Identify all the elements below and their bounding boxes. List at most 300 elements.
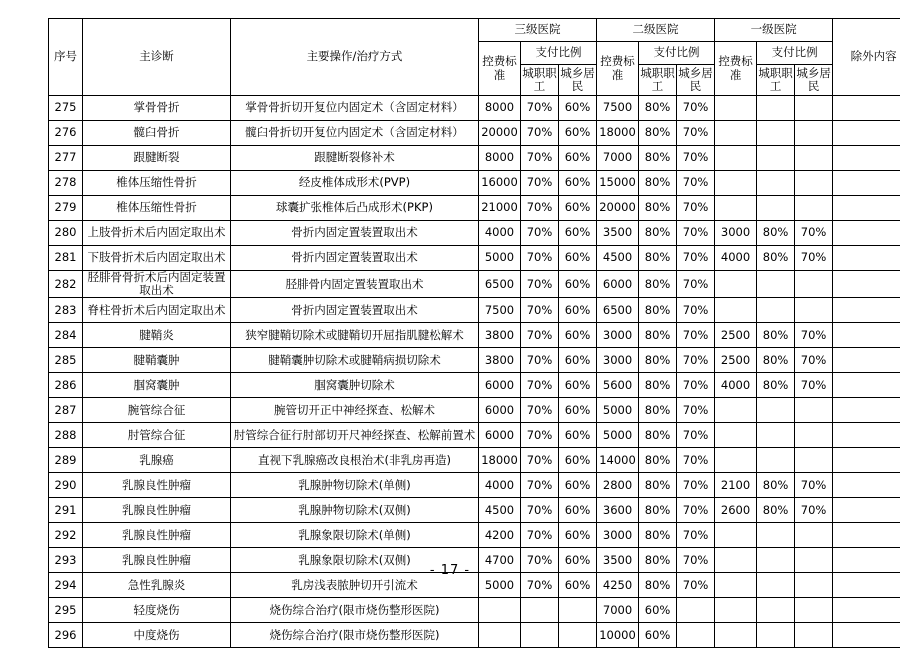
- cell-l2-fee: 3000: [597, 523, 639, 548]
- cell-l1-fee: [715, 196, 757, 221]
- cell-seq: 288: [49, 423, 83, 448]
- cell-seq: 289: [49, 448, 83, 473]
- cell-l2-resident: 70%: [677, 373, 715, 398]
- cell-l3-resident: 60%: [559, 298, 597, 323]
- cell-l3-resident: 60%: [559, 121, 597, 146]
- cell-l1-worker: 80%: [757, 373, 795, 398]
- cell-l3-resident: 60%: [559, 323, 597, 348]
- cell-l1-resident: [795, 271, 833, 298]
- cell-l1-fee: [715, 298, 757, 323]
- cell-l1-fee: [715, 398, 757, 423]
- cell-l2-fee: 3000: [597, 323, 639, 348]
- cell-l2-fee: 14000: [597, 448, 639, 473]
- cell-l2-fee: 20000: [597, 196, 639, 221]
- cell-l3-worker: 70%: [521, 373, 559, 398]
- cell-l1-resident: [795, 171, 833, 196]
- cell-seq: 292: [49, 523, 83, 548]
- cell-l2-fee: 4500: [597, 246, 639, 271]
- cell-procedure: 烧伤综合治疗(限市烧伤整形医院): [231, 598, 479, 623]
- table-row: [49, 348, 900, 373]
- cell-l1-worker: [757, 171, 795, 196]
- cell-l2-fee: 6000: [597, 271, 639, 298]
- cell-l1-worker: [757, 523, 795, 548]
- cell-exclusions: [833, 323, 900, 348]
- cell-l3-fee: 7500: [479, 298, 521, 323]
- cell-exclusions: [833, 246, 900, 271]
- cell-seq: 294: [49, 573, 83, 598]
- cell-l3-resident: 60%: [559, 473, 597, 498]
- header-l3-urban-rural-resident: 城乡居民: [559, 65, 597, 96]
- fee-standard-table: [48, 18, 900, 648]
- cell-exclusions: [833, 196, 900, 221]
- cell-procedure: 肘管综合征行肘部切开尺神经探查、松解前置术: [231, 423, 479, 448]
- cell-l1-resident: 70%: [795, 323, 833, 348]
- cell-l2-resident: 70%: [677, 96, 715, 121]
- cell-l2-resident: [677, 598, 715, 623]
- cell-l3-worker: 70%: [521, 348, 559, 373]
- cell-procedure: 髋臼骨折切开复位内固定术（含固定材料）: [231, 121, 479, 146]
- cell-l1-resident: [795, 146, 833, 171]
- cell-l3-resident: [559, 623, 597, 648]
- cell-seq: 290: [49, 473, 83, 498]
- table-row: [49, 298, 900, 323]
- header-l2-pay-ratio: 支付比例: [639, 42, 715, 65]
- cell-l2-resident: 70%: [677, 196, 715, 221]
- cell-l1-fee: [715, 423, 757, 448]
- cell-l1-resident: [795, 623, 833, 648]
- cell-l3-fee: [479, 623, 521, 648]
- cell-l3-resident: 60%: [559, 196, 597, 221]
- cell-l1-worker: 80%: [757, 323, 795, 348]
- cell-l2-fee: 18000: [597, 121, 639, 146]
- cell-l3-fee: 6000: [479, 398, 521, 423]
- cell-l1-worker: 80%: [757, 221, 795, 246]
- cell-l3-worker: 70%: [521, 221, 559, 246]
- cell-l1-worker: [757, 196, 795, 221]
- header-l1-urban-worker: 城职职工: [757, 65, 795, 96]
- cell-l3-resident: 60%: [559, 348, 597, 373]
- cell-l1-resident: 70%: [795, 473, 833, 498]
- cell-l2-resident: 70%: [677, 548, 715, 573]
- cell-procedure: 骨折内固定置装置取出术: [231, 246, 479, 271]
- cell-procedure: 跟腱断裂修补术: [231, 146, 479, 171]
- cell-l3-resident: 60%: [559, 448, 597, 473]
- cell-l2-fee: 15000: [597, 171, 639, 196]
- cell-l3-worker: 70%: [521, 473, 559, 498]
- cell-l3-worker: 70%: [521, 246, 559, 271]
- cell-exclusions: [833, 171, 900, 196]
- cell-procedure: 腘窝囊肿切除术: [231, 373, 479, 398]
- table-row: [49, 271, 900, 298]
- cell-l3-resident: 60%: [559, 573, 597, 598]
- header-hospital-level-1: 一级医院: [715, 19, 833, 42]
- cell-l1-worker: 80%: [757, 498, 795, 523]
- cell-exclusions: [833, 423, 900, 448]
- cell-l3-worker: 70%: [521, 323, 559, 348]
- cell-procedure: 乳腺肿物切除术(单侧): [231, 473, 479, 498]
- cell-l2-worker: 80%: [639, 323, 677, 348]
- table-row: [49, 96, 900, 121]
- cell-l2-resident: 70%: [677, 348, 715, 373]
- cell-l3-worker: 70%: [521, 548, 559, 573]
- cell-seq: 281: [49, 246, 83, 271]
- cell-l2-worker: 80%: [639, 348, 677, 373]
- cell-l1-fee: [715, 623, 757, 648]
- cell-diagnosis: 乳腺良性肿瘤: [83, 548, 231, 573]
- cell-l1-fee: [715, 171, 757, 196]
- header-l2-control-fee: 控费标准: [597, 42, 639, 96]
- cell-procedure: 乳腺象限切除术(双侧): [231, 548, 479, 573]
- cell-l2-worker: 80%: [639, 398, 677, 423]
- header-exclusions: 除外内容: [833, 19, 900, 96]
- cell-seq: 296: [49, 623, 83, 648]
- cell-l3-resident: 60%: [559, 398, 597, 423]
- cell-l3-resident: 60%: [559, 498, 597, 523]
- cell-l2-resident: [677, 623, 715, 648]
- header-l3-pay-ratio: 支付比例: [521, 42, 597, 65]
- cell-l3-worker: 70%: [521, 298, 559, 323]
- cell-l2-resident: 70%: [677, 121, 715, 146]
- cell-seq: 293: [49, 548, 83, 573]
- cell-l3-fee: 8000: [479, 146, 521, 171]
- cell-l2-resident: 70%: [677, 498, 715, 523]
- cell-l1-resident: 70%: [795, 246, 833, 271]
- cell-l1-fee: 4000: [715, 373, 757, 398]
- cell-l2-worker: 80%: [639, 548, 677, 573]
- cell-l1-fee: [715, 598, 757, 623]
- cell-l3-resident: 60%: [559, 271, 597, 298]
- cell-exclusions: [833, 523, 900, 548]
- cell-l2-fee: 7000: [597, 598, 639, 623]
- cell-l3-resident: 60%: [559, 423, 597, 448]
- table-row: [49, 398, 900, 423]
- table-row: [49, 121, 900, 146]
- cell-l1-fee: [715, 121, 757, 146]
- cell-l2-resident: 70%: [677, 523, 715, 548]
- cell-l1-worker: [757, 121, 795, 146]
- cell-l1-worker: [757, 271, 795, 298]
- cell-l3-worker: 70%: [521, 146, 559, 171]
- cell-l1-fee: [715, 146, 757, 171]
- cell-l1-resident: [795, 523, 833, 548]
- header-l3-control-fee: 控费标准: [479, 42, 521, 96]
- cell-l3-worker: 70%: [521, 271, 559, 298]
- cell-l2-fee: 3500: [597, 548, 639, 573]
- cell-l3-resident: 60%: [559, 523, 597, 548]
- cell-exclusions: [833, 96, 900, 121]
- cell-l2-resident: 70%: [677, 398, 715, 423]
- cell-l3-fee: 4000: [479, 221, 521, 246]
- cell-l2-fee: 5000: [597, 423, 639, 448]
- cell-l1-resident: 70%: [795, 373, 833, 398]
- cell-seq: 285: [49, 348, 83, 373]
- cell-l2-fee: 5600: [597, 373, 639, 398]
- cell-exclusions: [833, 448, 900, 473]
- cell-l1-fee: [715, 523, 757, 548]
- cell-procedure: 乳腺象限切除术(单侧): [231, 523, 479, 548]
- cell-l2-worker: 80%: [639, 221, 677, 246]
- table-row: [49, 196, 900, 221]
- cell-l1-resident: [795, 121, 833, 146]
- cell-l1-fee: 2100: [715, 473, 757, 498]
- header-l1-control-fee: 控费标准: [715, 42, 757, 96]
- cell-l1-worker: 80%: [757, 348, 795, 373]
- cell-procedure: 狭窄腱鞘切除术或腱鞘切开屈指肌腱松解术: [231, 323, 479, 348]
- header-hospital-level-2: 二级医院: [597, 19, 715, 42]
- header-l3-urban-worker: 城职职工: [521, 65, 559, 96]
- cell-l3-worker: 70%: [521, 523, 559, 548]
- table-row: [49, 246, 900, 271]
- cell-l3-resident: 60%: [559, 221, 597, 246]
- table-row: [49, 598, 900, 623]
- cell-procedure: 胫腓骨内固定置装置取出术: [231, 271, 479, 298]
- table-row: [49, 523, 900, 548]
- cell-l3-resident: 60%: [559, 171, 597, 196]
- cell-procedure: 腕管切开正中神经探查、松解术: [231, 398, 479, 423]
- cell-diagnosis: 轻度烧伤: [83, 598, 231, 623]
- table-row: [49, 623, 900, 648]
- cell-diagnosis: 乳腺癌: [83, 448, 231, 473]
- table-row: [49, 423, 900, 448]
- cell-l3-resident: 60%: [559, 146, 597, 171]
- cell-l1-fee: 3000: [715, 221, 757, 246]
- cell-l2-worker: 80%: [639, 523, 677, 548]
- cell-l3-worker: 70%: [521, 448, 559, 473]
- cell-exclusions: [833, 373, 900, 398]
- cell-l3-worker: [521, 623, 559, 648]
- cell-l2-fee: 10000: [597, 623, 639, 648]
- cell-l1-resident: [795, 598, 833, 623]
- cell-exclusions: [833, 348, 900, 373]
- header-seq: 序号: [49, 19, 83, 96]
- cell-l3-worker: 70%: [521, 196, 559, 221]
- cell-l1-fee: 4000: [715, 246, 757, 271]
- cell-l3-fee: 5000: [479, 573, 521, 598]
- cell-l3-fee: 8000: [479, 96, 521, 121]
- cell-l3-fee: 20000: [479, 121, 521, 146]
- cell-diagnosis: 下肢骨折术后内固定取出术: [83, 246, 231, 271]
- cell-procedure: 乳房浅表脓肿切开引流术: [231, 573, 479, 598]
- cell-l2-resident: 70%: [677, 146, 715, 171]
- cell-exclusions: [833, 473, 900, 498]
- header-l1-pay-ratio: 支付比例: [757, 42, 833, 65]
- cell-diagnosis: 椎体压缩性骨折: [83, 196, 231, 221]
- cell-l2-worker: 80%: [639, 171, 677, 196]
- cell-l2-worker: 80%: [639, 498, 677, 523]
- table-row: [49, 473, 900, 498]
- cell-l1-worker: [757, 623, 795, 648]
- cell-diagnosis: 腱鞘炎: [83, 323, 231, 348]
- cell-diagnosis: 中度烧伤: [83, 623, 231, 648]
- cell-l1-resident: [795, 448, 833, 473]
- cell-seq: 295: [49, 598, 83, 623]
- cell-l3-fee: 18000: [479, 448, 521, 473]
- cell-l2-worker: 80%: [639, 573, 677, 598]
- cell-l3-resident: 60%: [559, 246, 597, 271]
- cell-l3-resident: 60%: [559, 373, 597, 398]
- cell-l2-fee: 5000: [597, 398, 639, 423]
- cell-procedure: 骨折内固定置装置取出术: [231, 221, 479, 246]
- cell-l1-resident: 70%: [795, 348, 833, 373]
- cell-diagnosis: 乳腺良性肿瘤: [83, 473, 231, 498]
- cell-l1-fee: [715, 96, 757, 121]
- cell-l1-worker: 80%: [757, 246, 795, 271]
- cell-l3-worker: 70%: [521, 121, 559, 146]
- cell-l2-worker: 60%: [639, 623, 677, 648]
- cell-l1-worker: [757, 448, 795, 473]
- cell-l2-fee: 3000: [597, 348, 639, 373]
- cell-l2-resident: 70%: [677, 221, 715, 246]
- cell-l2-worker: 80%: [639, 373, 677, 398]
- cell-l3-fee: 6500: [479, 271, 521, 298]
- cell-l1-worker: [757, 146, 795, 171]
- cell-l3-fee: 16000: [479, 171, 521, 196]
- table-row: [49, 146, 900, 171]
- cell-seq: 282: [49, 271, 83, 298]
- cell-l1-resident: [795, 298, 833, 323]
- cell-l1-worker: 80%: [757, 473, 795, 498]
- cell-l3-fee: 6000: [479, 423, 521, 448]
- cell-seq: 279: [49, 196, 83, 221]
- cell-l2-worker: 80%: [639, 246, 677, 271]
- cell-l2-worker: 80%: [639, 423, 677, 448]
- cell-l1-resident: 70%: [795, 221, 833, 246]
- header-l2-urban-rural-resident: 城乡居民: [677, 65, 715, 96]
- cell-l3-worker: 70%: [521, 171, 559, 196]
- cell-seq: 280: [49, 221, 83, 246]
- cell-l2-worker: 60%: [639, 598, 677, 623]
- header-hospital-level-3: 三级医院: [479, 19, 597, 42]
- cell-procedure: 掌骨骨折切开复位内固定术（含固定材料）: [231, 96, 479, 121]
- cell-diagnosis: 腕管综合征: [83, 398, 231, 423]
- cell-l1-worker: [757, 96, 795, 121]
- cell-l2-resident: 70%: [677, 298, 715, 323]
- cell-l2-fee: 4250: [597, 573, 639, 598]
- cell-seq: 275: [49, 96, 83, 121]
- cell-exclusions: [833, 598, 900, 623]
- cell-l2-worker: 80%: [639, 146, 677, 171]
- cell-l1-worker: [757, 398, 795, 423]
- cell-seq: 287: [49, 398, 83, 423]
- cell-l3-fee: 4500: [479, 498, 521, 523]
- cell-l2-fee: 6500: [597, 298, 639, 323]
- cell-diagnosis: 急性乳腺炎: [83, 573, 231, 598]
- cell-l3-fee: 21000: [479, 196, 521, 221]
- cell-l3-worker: 70%: [521, 423, 559, 448]
- cell-l3-worker: [521, 598, 559, 623]
- cell-l2-fee: 3500: [597, 221, 639, 246]
- cell-l3-resident: [559, 598, 597, 623]
- cell-diagnosis: 椎体压缩性骨折: [83, 171, 231, 196]
- cell-l2-resident: 70%: [677, 573, 715, 598]
- header-l2-urban-worker: 城职职工: [639, 65, 677, 96]
- cell-procedure: 腱鞘囊肿切除术或腱鞘病损切除术: [231, 348, 479, 373]
- cell-exclusions: [833, 271, 900, 298]
- cell-l2-resident: 70%: [677, 246, 715, 271]
- cell-exclusions: [833, 498, 900, 523]
- header-procedure: 主要操作/治疗方式: [231, 19, 479, 96]
- cell-l2-fee: 2800: [597, 473, 639, 498]
- cell-l3-fee: 3800: [479, 323, 521, 348]
- cell-l1-worker: [757, 298, 795, 323]
- cell-l2-resident: 70%: [677, 171, 715, 196]
- cell-l3-worker: 70%: [521, 398, 559, 423]
- cell-l2-resident: 70%: [677, 423, 715, 448]
- cell-diagnosis: 肘管综合征: [83, 423, 231, 448]
- cell-procedure: 骨折内固定置装置取出术: [231, 298, 479, 323]
- cell-l2-worker: 80%: [639, 473, 677, 498]
- cell-diagnosis: 乳腺良性肿瘤: [83, 498, 231, 523]
- cell-l2-resident: 70%: [677, 473, 715, 498]
- cell-l2-resident: 70%: [677, 323, 715, 348]
- cell-exclusions: [833, 221, 900, 246]
- cell-l3-worker: 70%: [521, 96, 559, 121]
- cell-seq: 283: [49, 298, 83, 323]
- cell-l3-fee: 6000: [479, 373, 521, 398]
- cell-l3-fee: 4700: [479, 548, 521, 573]
- cell-l2-resident: 70%: [677, 448, 715, 473]
- cell-procedure: 球囊扩张椎体后凸成形术(PKP): [231, 196, 479, 221]
- cell-l1-fee: 2500: [715, 348, 757, 373]
- cell-l2-worker: 80%: [639, 196, 677, 221]
- cell-exclusions: [833, 623, 900, 648]
- cell-seq: 284: [49, 323, 83, 348]
- cell-l3-fee: 4200: [479, 523, 521, 548]
- cell-l2-fee: 7500: [597, 96, 639, 121]
- cell-l1-worker: [757, 423, 795, 448]
- cell-diagnosis: 乳腺良性肿瘤: [83, 523, 231, 548]
- cell-l3-worker: 70%: [521, 498, 559, 523]
- cell-diagnosis: 跟腱断裂: [83, 146, 231, 171]
- cell-diagnosis: 腱鞘囊肿: [83, 348, 231, 373]
- cell-l3-fee: [479, 598, 521, 623]
- cell-l1-resident: [795, 196, 833, 221]
- table-row: [49, 221, 900, 246]
- page-number: - 17 -: [0, 563, 900, 578]
- cell-l2-resident: 70%: [677, 271, 715, 298]
- cell-exclusions: [833, 121, 900, 146]
- cell-diagnosis: 髋臼骨折: [83, 121, 231, 146]
- cell-l2-fee: 7000: [597, 146, 639, 171]
- cell-l2-worker: 80%: [639, 96, 677, 121]
- cell-l2-worker: 80%: [639, 448, 677, 473]
- cell-diagnosis: 胫腓骨骨折术后内固定装置取出术: [83, 271, 231, 298]
- cell-procedure: 经皮椎体成形术(PVP): [231, 171, 479, 196]
- cell-l1-resident: [795, 423, 833, 448]
- cell-l1-fee: 2600: [715, 498, 757, 523]
- cell-l3-resident: 60%: [559, 96, 597, 121]
- cell-procedure: 乳腺肿物切除术(双侧): [231, 498, 479, 523]
- cell-diagnosis: 掌骨骨折: [83, 96, 231, 121]
- header-l1-urban-rural-resident: 城乡居民: [795, 65, 833, 96]
- cell-l1-worker: [757, 598, 795, 623]
- cell-l3-resident: 60%: [559, 548, 597, 573]
- table-row: [49, 373, 900, 398]
- cell-l2-worker: 80%: [639, 121, 677, 146]
- header-diagnosis: 主诊断: [83, 19, 231, 96]
- cell-procedure: 直视下乳腺癌改良根治术(非乳房再造): [231, 448, 479, 473]
- cell-diagnosis: 脊柱骨折术后内固定取出术: [83, 298, 231, 323]
- cell-l3-worker: 70%: [521, 573, 559, 598]
- cell-exclusions: [833, 298, 900, 323]
- table-row: [49, 498, 900, 523]
- cell-seq: 277: [49, 146, 83, 171]
- cell-l3-fee: 4000: [479, 473, 521, 498]
- cell-l1-resident: [795, 398, 833, 423]
- cell-l2-worker: 80%: [639, 298, 677, 323]
- cell-seq: 278: [49, 171, 83, 196]
- cell-diagnosis: 腘窝囊肿: [83, 373, 231, 398]
